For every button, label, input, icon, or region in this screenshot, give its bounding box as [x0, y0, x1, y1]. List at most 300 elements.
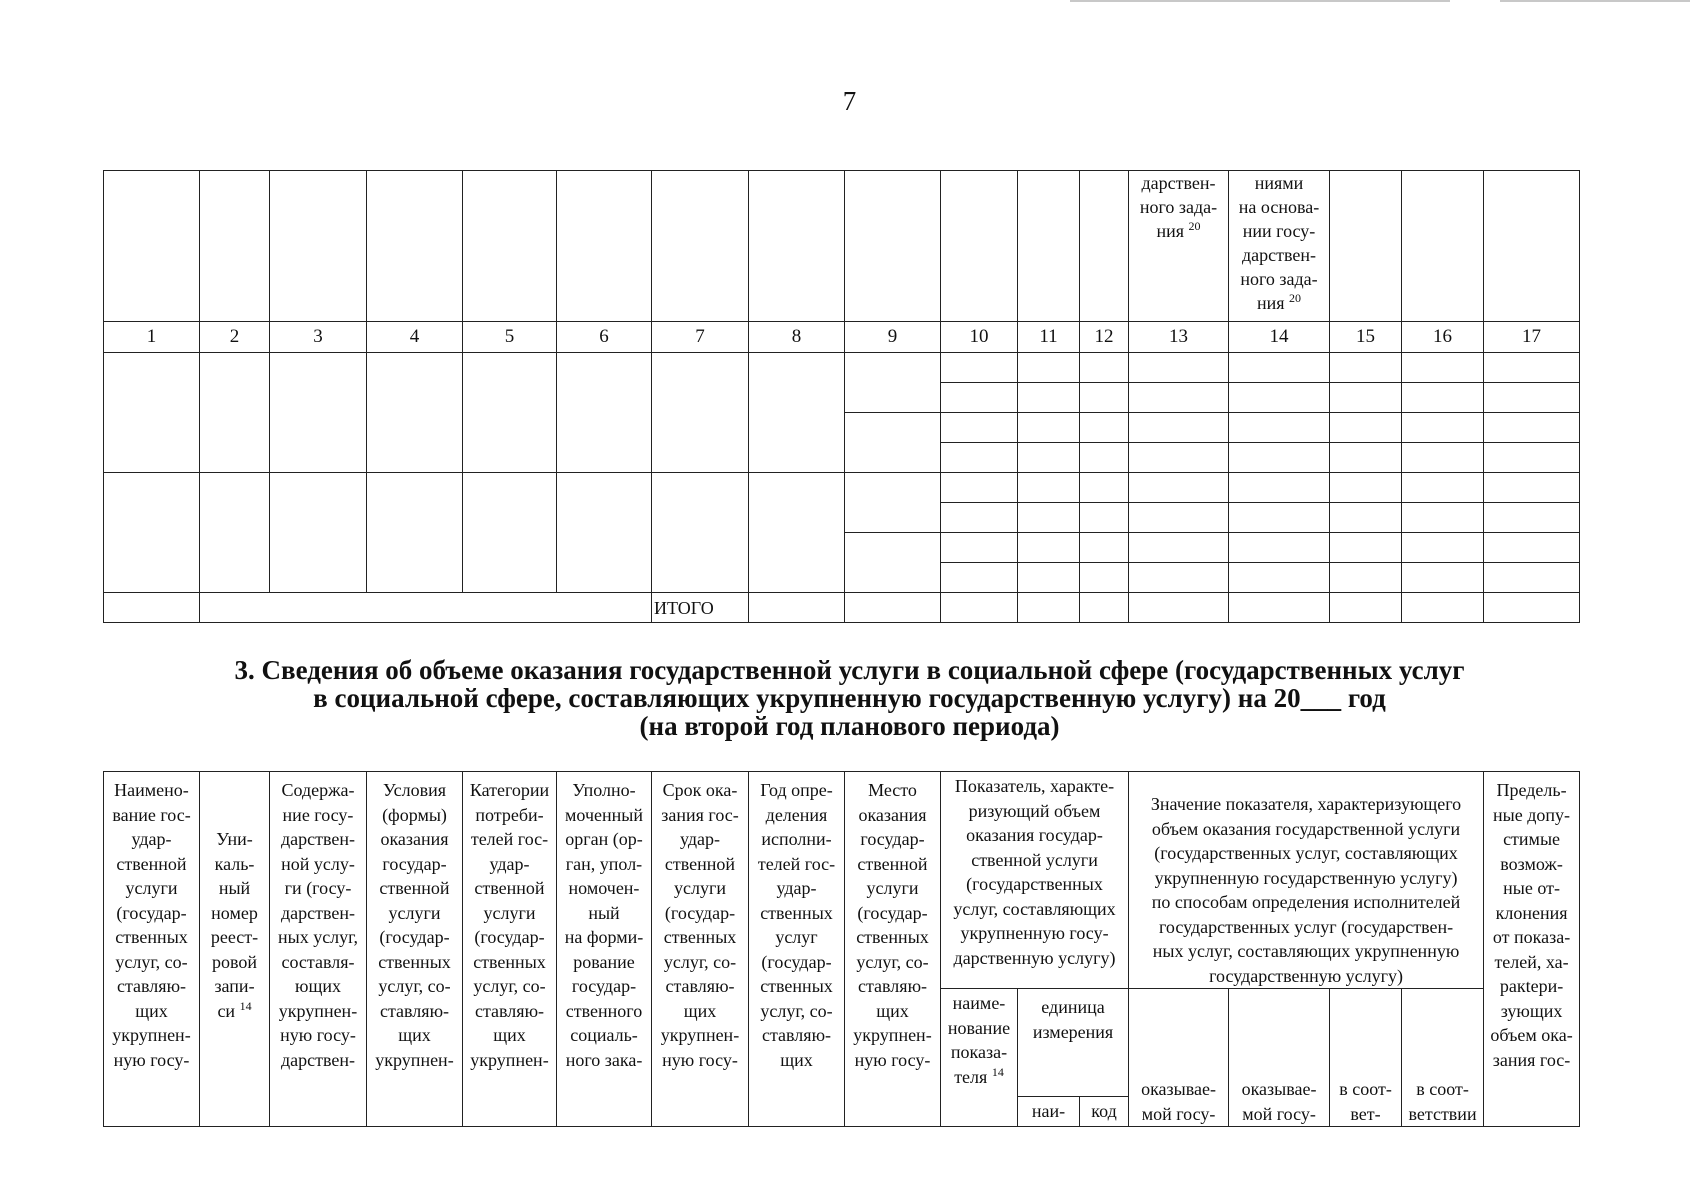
text-line: ственной — [857, 853, 928, 874]
text-line: деления — [765, 804, 828, 825]
data-cell — [1018, 503, 1080, 533]
text-line: Категории — [469, 780, 550, 800]
text-line: ган, упол- — [565, 853, 643, 874]
data-cell — [1330, 443, 1402, 473]
text-line: ственных — [378, 951, 451, 972]
data-cell — [845, 413, 941, 473]
scan-edge-mark — [1070, 0, 1450, 2]
text-line: составля- — [281, 951, 355, 972]
text-line: услуг, со- — [378, 976, 451, 996]
data-cell — [1129, 473, 1229, 503]
data-cell — [1229, 503, 1330, 533]
text-line: ственных — [663, 927, 737, 947]
data-cell — [749, 473, 845, 593]
text-line: дарственную услугу) — [953, 947, 1116, 968]
column-number: 12 — [1080, 322, 1129, 353]
text-line: дарствен- — [280, 829, 355, 849]
data-cell — [1484, 593, 1580, 623]
header-value-sub-1 — [1129, 989, 1229, 1127]
data-cell — [1129, 533, 1229, 563]
text-line: Срок ока- — [662, 780, 738, 800]
text-line: объем оказания государственной услуги — [1151, 818, 1461, 839]
text-line: ственных — [115, 927, 188, 947]
data-cell — [749, 593, 845, 623]
section-title-line: 3. Сведения об объеме оказания государственной услуги в социальной сфере (государственных услуг — [234, 655, 1465, 685]
text-line: ный — [218, 878, 251, 898]
text-line: ную госу- — [113, 1049, 190, 1070]
header-cell — [104, 171, 200, 322]
header-cell — [1402, 171, 1484, 322]
text-line: Уполно- — [572, 780, 636, 800]
text-fragment: си — [217, 1000, 240, 1021]
text-line: возмож- — [1500, 853, 1563, 874]
text-line: мой госу- — [1242, 1103, 1316, 1124]
data-cell — [367, 473, 463, 593]
text-line: социаль- — [570, 1025, 638, 1045]
data-cell — [1484, 563, 1580, 593]
text-line: моченный — [565, 804, 643, 825]
data-cell — [941, 503, 1018, 533]
header-cell — [1080, 171, 1129, 322]
header-cell-13 — [1129, 171, 1229, 322]
data-cell — [1484, 473, 1580, 503]
text-line: дарствен- — [1141, 173, 1216, 193]
column-number: 8 — [749, 322, 845, 353]
data-cell — [1018, 413, 1080, 443]
text-line: укрупнен- — [470, 1049, 549, 1070]
data-cell — [1129, 593, 1229, 623]
text-line — [200, 999, 269, 1024]
column-number: 15 — [1330, 322, 1402, 353]
text-line: телей, ха- — [1494, 951, 1569, 972]
text-line: ственных — [760, 902, 833, 923]
text-line: ставляю- — [761, 1025, 832, 1045]
column-number: 13 — [1129, 322, 1229, 353]
text-line: услуги — [388, 902, 441, 923]
data-cell — [652, 473, 749, 593]
continuation-table — [103, 170, 1580, 623]
data-cell — [200, 473, 270, 593]
text-line: зания гос- — [1492, 1049, 1571, 1070]
data-cell — [845, 533, 941, 593]
data-cell — [1330, 383, 1402, 413]
header-volume-indicator — [941, 772, 1129, 989]
data-cell — [1402, 473, 1484, 503]
text-line: Условия — [383, 780, 446, 800]
data-cell — [1018, 593, 1080, 623]
column-number: 7 — [652, 322, 749, 353]
text-line: телей гос- — [470, 829, 549, 849]
text-line: зующих — [1500, 1000, 1563, 1021]
text-line: исполни- — [761, 829, 832, 849]
data-cell — [1080, 443, 1129, 473]
text-fragment: ния — [1256, 293, 1290, 313]
text-line: услуг, составляющих — [953, 898, 1116, 919]
text-line: щих — [493, 1025, 526, 1045]
data-cell — [463, 353, 557, 473]
text-line: на форми- — [564, 927, 644, 947]
data-cell — [749, 353, 845, 473]
header-cell — [1330, 171, 1402, 322]
data-cell — [941, 353, 1018, 383]
data-cell — [557, 473, 652, 593]
header-unit-name: наи- — [1018, 1097, 1080, 1127]
text-line: (государ- — [664, 902, 736, 923]
text-line: дарствен- — [1241, 245, 1316, 265]
text-line: по способам определения исполнителей — [1151, 892, 1461, 912]
text-line: услуги — [674, 878, 726, 898]
column-number: 1 — [104, 322, 200, 353]
data-cell — [1080, 473, 1129, 503]
text-line: укрупнен- — [278, 1000, 358, 1021]
text-line: оказывае- — [1241, 1079, 1317, 1099]
header-cell — [749, 171, 845, 322]
data-cell — [1229, 383, 1330, 413]
column-number: 3 — [270, 322, 367, 353]
text-line: ставляю- — [116, 976, 187, 996]
text-line: ного зака- — [565, 1049, 643, 1070]
text-line: оказания государ- — [966, 825, 1103, 845]
text-line: (государ- — [474, 927, 545, 947]
data-cell — [1484, 443, 1580, 473]
text-line: ветствии — [1408, 1103, 1477, 1124]
text-line: от показа- — [1492, 927, 1571, 947]
text-line: (государственных — [966, 874, 1103, 894]
text-line: услуги — [125, 878, 178, 898]
data-cell — [845, 593, 941, 623]
data-cell — [104, 353, 200, 473]
column-number-row — [104, 322, 1580, 353]
text-line: ные допу- — [1493, 804, 1571, 825]
text-line: ставляю- — [665, 976, 735, 996]
data-cell — [1330, 533, 1402, 563]
data-cell — [1080, 503, 1129, 533]
column-number: 4 — [367, 322, 463, 353]
text-line: щих — [876, 1000, 909, 1021]
text-line: ющих — [295, 976, 341, 996]
column-number: 5 — [463, 322, 557, 353]
text-line: (государ- — [761, 951, 832, 972]
text-line: ние госу- — [282, 804, 354, 825]
text-line: укрупнен- — [112, 1025, 191, 1045]
text-line: (государ- — [116, 902, 187, 923]
data-cell — [1330, 593, 1402, 623]
text-line: ственной — [379, 878, 450, 898]
text-line: щих — [780, 1049, 813, 1070]
text-line: ственной услуги — [971, 849, 1098, 870]
column-number: 11 — [1018, 322, 1080, 353]
text-line: щих — [683, 1000, 717, 1021]
header-service-conditions — [367, 772, 463, 1127]
data-cell — [1018, 533, 1080, 563]
text-line: (государ- — [379, 927, 450, 947]
total-label: ИТОГО — [652, 593, 749, 623]
table-row — [104, 473, 1580, 503]
text-line: удар- — [131, 829, 172, 849]
header-unit-code: код — [1080, 1097, 1129, 1127]
text-line: номер — [211, 902, 258, 923]
section-title-line: (на второй год планового периода) — [639, 711, 1060, 741]
text-line: ного зада- — [1240, 269, 1318, 289]
text-line: услуги — [866, 878, 919, 898]
header-cell — [200, 171, 270, 322]
header-value-sub-3 — [1330, 989, 1402, 1127]
text-line: ставляю- — [474, 1000, 545, 1021]
text-line: услуг, со- — [760, 1000, 833, 1021]
data-cell — [1018, 473, 1080, 503]
data-cell — [1018, 353, 1080, 383]
text-line: ной услу- — [281, 853, 355, 874]
column-number: 2 — [200, 322, 270, 353]
text-line: ных услуг, составляющих укрупненную — [1152, 941, 1460, 961]
text-line: (государственных услуг, составляющих — [1154, 843, 1458, 863]
data-cell — [1330, 563, 1402, 593]
data-cell — [1018, 383, 1080, 413]
text-line — [1229, 291, 1329, 315]
data-cell — [367, 353, 463, 473]
header-allowed-deviations — [1484, 772, 1580, 1127]
header-service-name — [104, 772, 200, 1127]
data-cell — [1402, 593, 1484, 623]
data-cell — [1018, 443, 1080, 473]
header-cell-14 — [1229, 171, 1330, 322]
column-number: 9 — [845, 322, 941, 353]
footnote-ref: 20 — [1188, 219, 1201, 233]
data-cell — [1080, 533, 1129, 563]
data-cell — [1080, 413, 1129, 443]
data-cell — [1330, 473, 1402, 503]
header-service-term — [652, 772, 749, 1127]
text-line: оказывае- — [1141, 1079, 1216, 1099]
data-cell — [1080, 563, 1129, 593]
data-cell — [200, 353, 270, 473]
text-line: щих — [398, 1025, 431, 1045]
data-cell — [1330, 503, 1402, 533]
page-number: 7 — [842, 86, 857, 116]
text-line: дарствен- — [280, 902, 355, 923]
data-cell — [463, 473, 557, 593]
header-cell — [941, 171, 1018, 322]
data-cell — [200, 593, 652, 623]
text-line: дарствен- — [280, 1049, 355, 1070]
text-line: ризующий объем — [968, 800, 1101, 821]
data-cell — [1080, 593, 1129, 623]
data-cell — [941, 383, 1018, 413]
data-cell — [270, 473, 367, 593]
data-cell — [1129, 443, 1229, 473]
text-line: (формы) — [382, 804, 447, 825]
header-cell — [1018, 171, 1080, 322]
text-line: укрупнен- — [660, 1025, 740, 1045]
text-line: ственных — [856, 927, 929, 947]
data-cell — [1129, 413, 1229, 443]
text-fragment: теля — [954, 1066, 992, 1087]
text-line: на основа- — [1238, 197, 1320, 217]
data-cell — [1229, 593, 1330, 623]
text-line: услуг, со- — [115, 951, 188, 972]
text-line: государственных услуг (государствен- — [1158, 916, 1454, 937]
text-line: Место — [868, 780, 917, 800]
data-cell — [1402, 563, 1484, 593]
text-line: ракteри- — [1499, 976, 1564, 996]
text-line — [1129, 219, 1228, 243]
text-line: в соот- — [1416, 1079, 1469, 1099]
text-line: стимые — [1503, 829, 1561, 849]
data-cell — [1402, 353, 1484, 383]
text-line: зания гос- — [661, 804, 739, 825]
data-cell — [1080, 353, 1129, 383]
header-indicator-value — [1129, 772, 1484, 989]
column-number: 17 — [1484, 322, 1580, 353]
text-line: ственной — [474, 878, 545, 898]
text-line: Наимено- — [114, 780, 189, 800]
header-cell — [367, 171, 463, 322]
text-line: ных услуг, — [277, 927, 359, 947]
text-line: клонения — [1495, 902, 1568, 923]
text-line: ную госу- — [280, 1025, 356, 1045]
data-cell — [1402, 443, 1484, 473]
data-cell — [941, 473, 1018, 503]
text-line: государ- — [571, 976, 637, 996]
text-line: ровой — [211, 951, 257, 972]
text-line: ственного — [565, 1000, 643, 1021]
text-line: Значение показателя, характеризующего — [1150, 794, 1462, 814]
header-row — [104, 171, 1580, 322]
text-line: потреби- — [475, 804, 544, 825]
header-registry-number — [200, 772, 270, 1127]
data-cell — [652, 353, 749, 473]
data-cell — [1484, 383, 1580, 413]
text-line: Содержа- — [281, 780, 355, 800]
column-number: 14 — [1229, 322, 1330, 353]
text-line: государственную услугу) — [1209, 965, 1404, 986]
text-line: реест- — [210, 927, 259, 947]
data-cell — [1229, 353, 1330, 383]
text-line: запи- — [214, 976, 255, 996]
text-line: телей гос- — [757, 853, 836, 874]
header-consumer-categories — [463, 772, 557, 1127]
text-line: объем ока- — [1490, 1025, 1573, 1045]
text-line: ственной — [664, 853, 736, 874]
data-cell — [1484, 503, 1580, 533]
text-line — [941, 1065, 1017, 1090]
text-line: показа- — [950, 1042, 1008, 1062]
header-service-place — [845, 772, 941, 1127]
volume-table — [103, 771, 1580, 1127]
header-indicator-name — [941, 989, 1018, 1127]
text-line: Год опре- — [760, 780, 833, 800]
text-line: укрупненную государственную услугу) — [1154, 867, 1458, 888]
text-line: в соот- — [1339, 1079, 1392, 1099]
text-line: укрупнен- — [853, 1025, 932, 1045]
data-cell — [1080, 383, 1129, 413]
data-cell — [1129, 563, 1229, 593]
data-cell — [1129, 503, 1229, 533]
text-line: оказания — [858, 804, 927, 825]
data-cell — [1402, 533, 1484, 563]
data-cell — [941, 593, 1018, 623]
header-value-sub-4 — [1402, 989, 1484, 1127]
column-number: 6 — [557, 322, 652, 353]
footnote-ref: 14 — [991, 1064, 1004, 1079]
text-fragment: ния — [1156, 221, 1189, 241]
total-row — [104, 593, 1580, 623]
text-line: услуги — [483, 902, 536, 923]
data-cell — [941, 413, 1018, 443]
text-line: удар- — [489, 853, 530, 874]
text-line: ставляю- — [857, 976, 928, 996]
text-line: удар- — [679, 829, 720, 849]
header-cell — [1484, 171, 1580, 322]
data-cell — [1402, 383, 1484, 413]
text-line: ные от- — [1503, 878, 1560, 898]
header-cell — [463, 171, 557, 322]
text-line: ставляю- — [379, 1000, 450, 1021]
data-cell — [1484, 533, 1580, 563]
text-line: ственных — [760, 976, 833, 996]
data-cell — [1330, 353, 1402, 383]
header-cell — [652, 171, 749, 322]
header-service-content — [270, 772, 367, 1127]
text-line: услуг, со- — [856, 951, 929, 972]
header-unit — [1018, 989, 1129, 1097]
text-line: ного зада- — [1139, 197, 1218, 217]
data-cell — [941, 443, 1018, 473]
text-line: Предель- — [1496, 780, 1567, 800]
text-line: мой госу- — [1141, 1103, 1216, 1124]
data-cell — [1484, 353, 1580, 383]
section-title-line: в социальной сфере, составляющих укрупненную государственную услугу) на 20___ год — [313, 683, 1386, 713]
column-number: 10 — [941, 322, 1018, 353]
text-line: ную госу- — [854, 1049, 931, 1070]
text-line: (государ- — [857, 902, 928, 923]
text-line: государ- — [860, 829, 925, 849]
text-line: единица — [1041, 997, 1105, 1017]
data-cell — [1402, 503, 1484, 533]
text-line: щих — [135, 1000, 168, 1021]
text-line: ственной — [116, 853, 187, 874]
data-cell — [270, 353, 367, 473]
data-cell — [1129, 383, 1229, 413]
text-line: укрупненную госу- — [960, 923, 1109, 943]
footnote-ref: 14 — [239, 998, 252, 1013]
scan-edge-mark — [1500, 0, 1690, 2]
text-line: наиме- — [952, 993, 1006, 1013]
data-cell — [1330, 413, 1402, 443]
header-authorized-body — [557, 772, 652, 1127]
text-line: нование — [947, 1017, 1011, 1038]
text-line: Уни- — [216, 829, 253, 849]
text-line: ный — [588, 902, 620, 923]
header-value-sub-2 — [1229, 989, 1330, 1127]
data-cell — [104, 473, 200, 593]
header-executor-year — [749, 772, 845, 1127]
text-line: рование — [573, 951, 635, 972]
data-cell — [845, 473, 941, 533]
text-line: укрупнен- — [375, 1049, 454, 1070]
text-line: вет- — [1350, 1103, 1381, 1124]
data-cell — [1129, 353, 1229, 383]
table-row — [104, 353, 1580, 383]
text-line: Показатель, характе- — [954, 776, 1115, 796]
text-line: вание гос- — [112, 804, 191, 825]
text-line: услуг, со- — [663, 951, 737, 972]
data-cell — [1402, 413, 1484, 443]
section-title — [0, 656, 1699, 740]
data-cell — [845, 353, 941, 413]
text-line: удар- — [776, 878, 817, 898]
text-line: государ- — [382, 853, 447, 874]
